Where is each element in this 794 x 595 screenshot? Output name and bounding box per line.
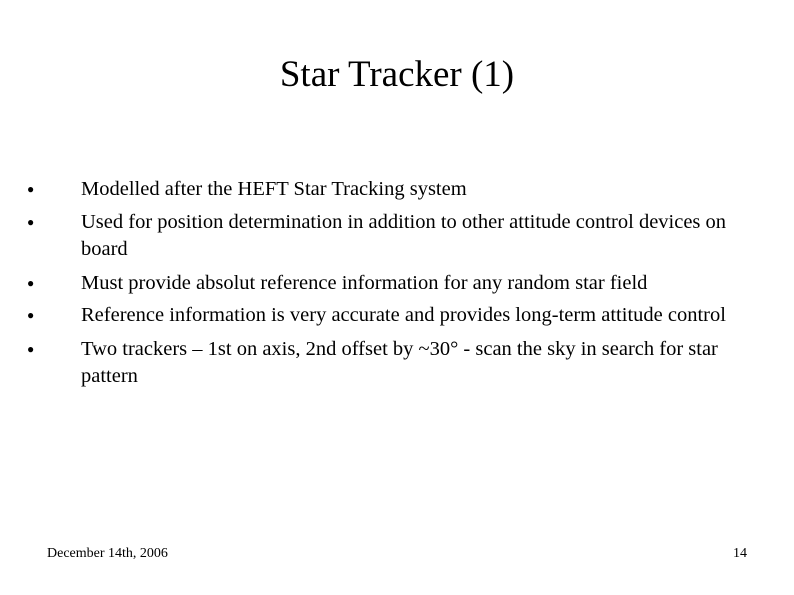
bullet-text: Reference information is very accurate and provides long-term attitude control bbox=[81, 304, 726, 326]
bullet-dot-icon: ● bbox=[27, 182, 35, 196]
bullet-text: Modelled after the HEFT Star Tracking system bbox=[81, 178, 467, 200]
bullet-dot-icon: ● bbox=[27, 275, 35, 290]
bullet-item bbox=[27, 270, 762, 298]
bullet-dot-icon: ● bbox=[27, 214, 35, 229]
bullet-item bbox=[27, 302, 762, 330]
footer-date: December 14th, 2006 bbox=[47, 546, 168, 561]
bullet-dot-icon: ● bbox=[27, 308, 35, 322]
bullet-text: Used for position determination in addition to other attitude control devices on board bbox=[81, 210, 727, 260]
bullet-list bbox=[27, 176, 762, 396]
bullet-item bbox=[27, 336, 762, 391]
slide-title: Star Tracker (1) bbox=[279, 54, 515, 95]
bullet-dot-icon: ● bbox=[27, 341, 35, 356]
bullet-item bbox=[27, 176, 762, 204]
bullet-item bbox=[27, 209, 762, 264]
bullet-text: Must provide absolut reference information for any random star field bbox=[81, 271, 648, 294]
page-number: 14 bbox=[733, 546, 747, 561]
bullet-text: Two trackers – 1st on axis, 2nd offset by ~30° - scan the sky in search for star pattern bbox=[81, 337, 718, 387]
